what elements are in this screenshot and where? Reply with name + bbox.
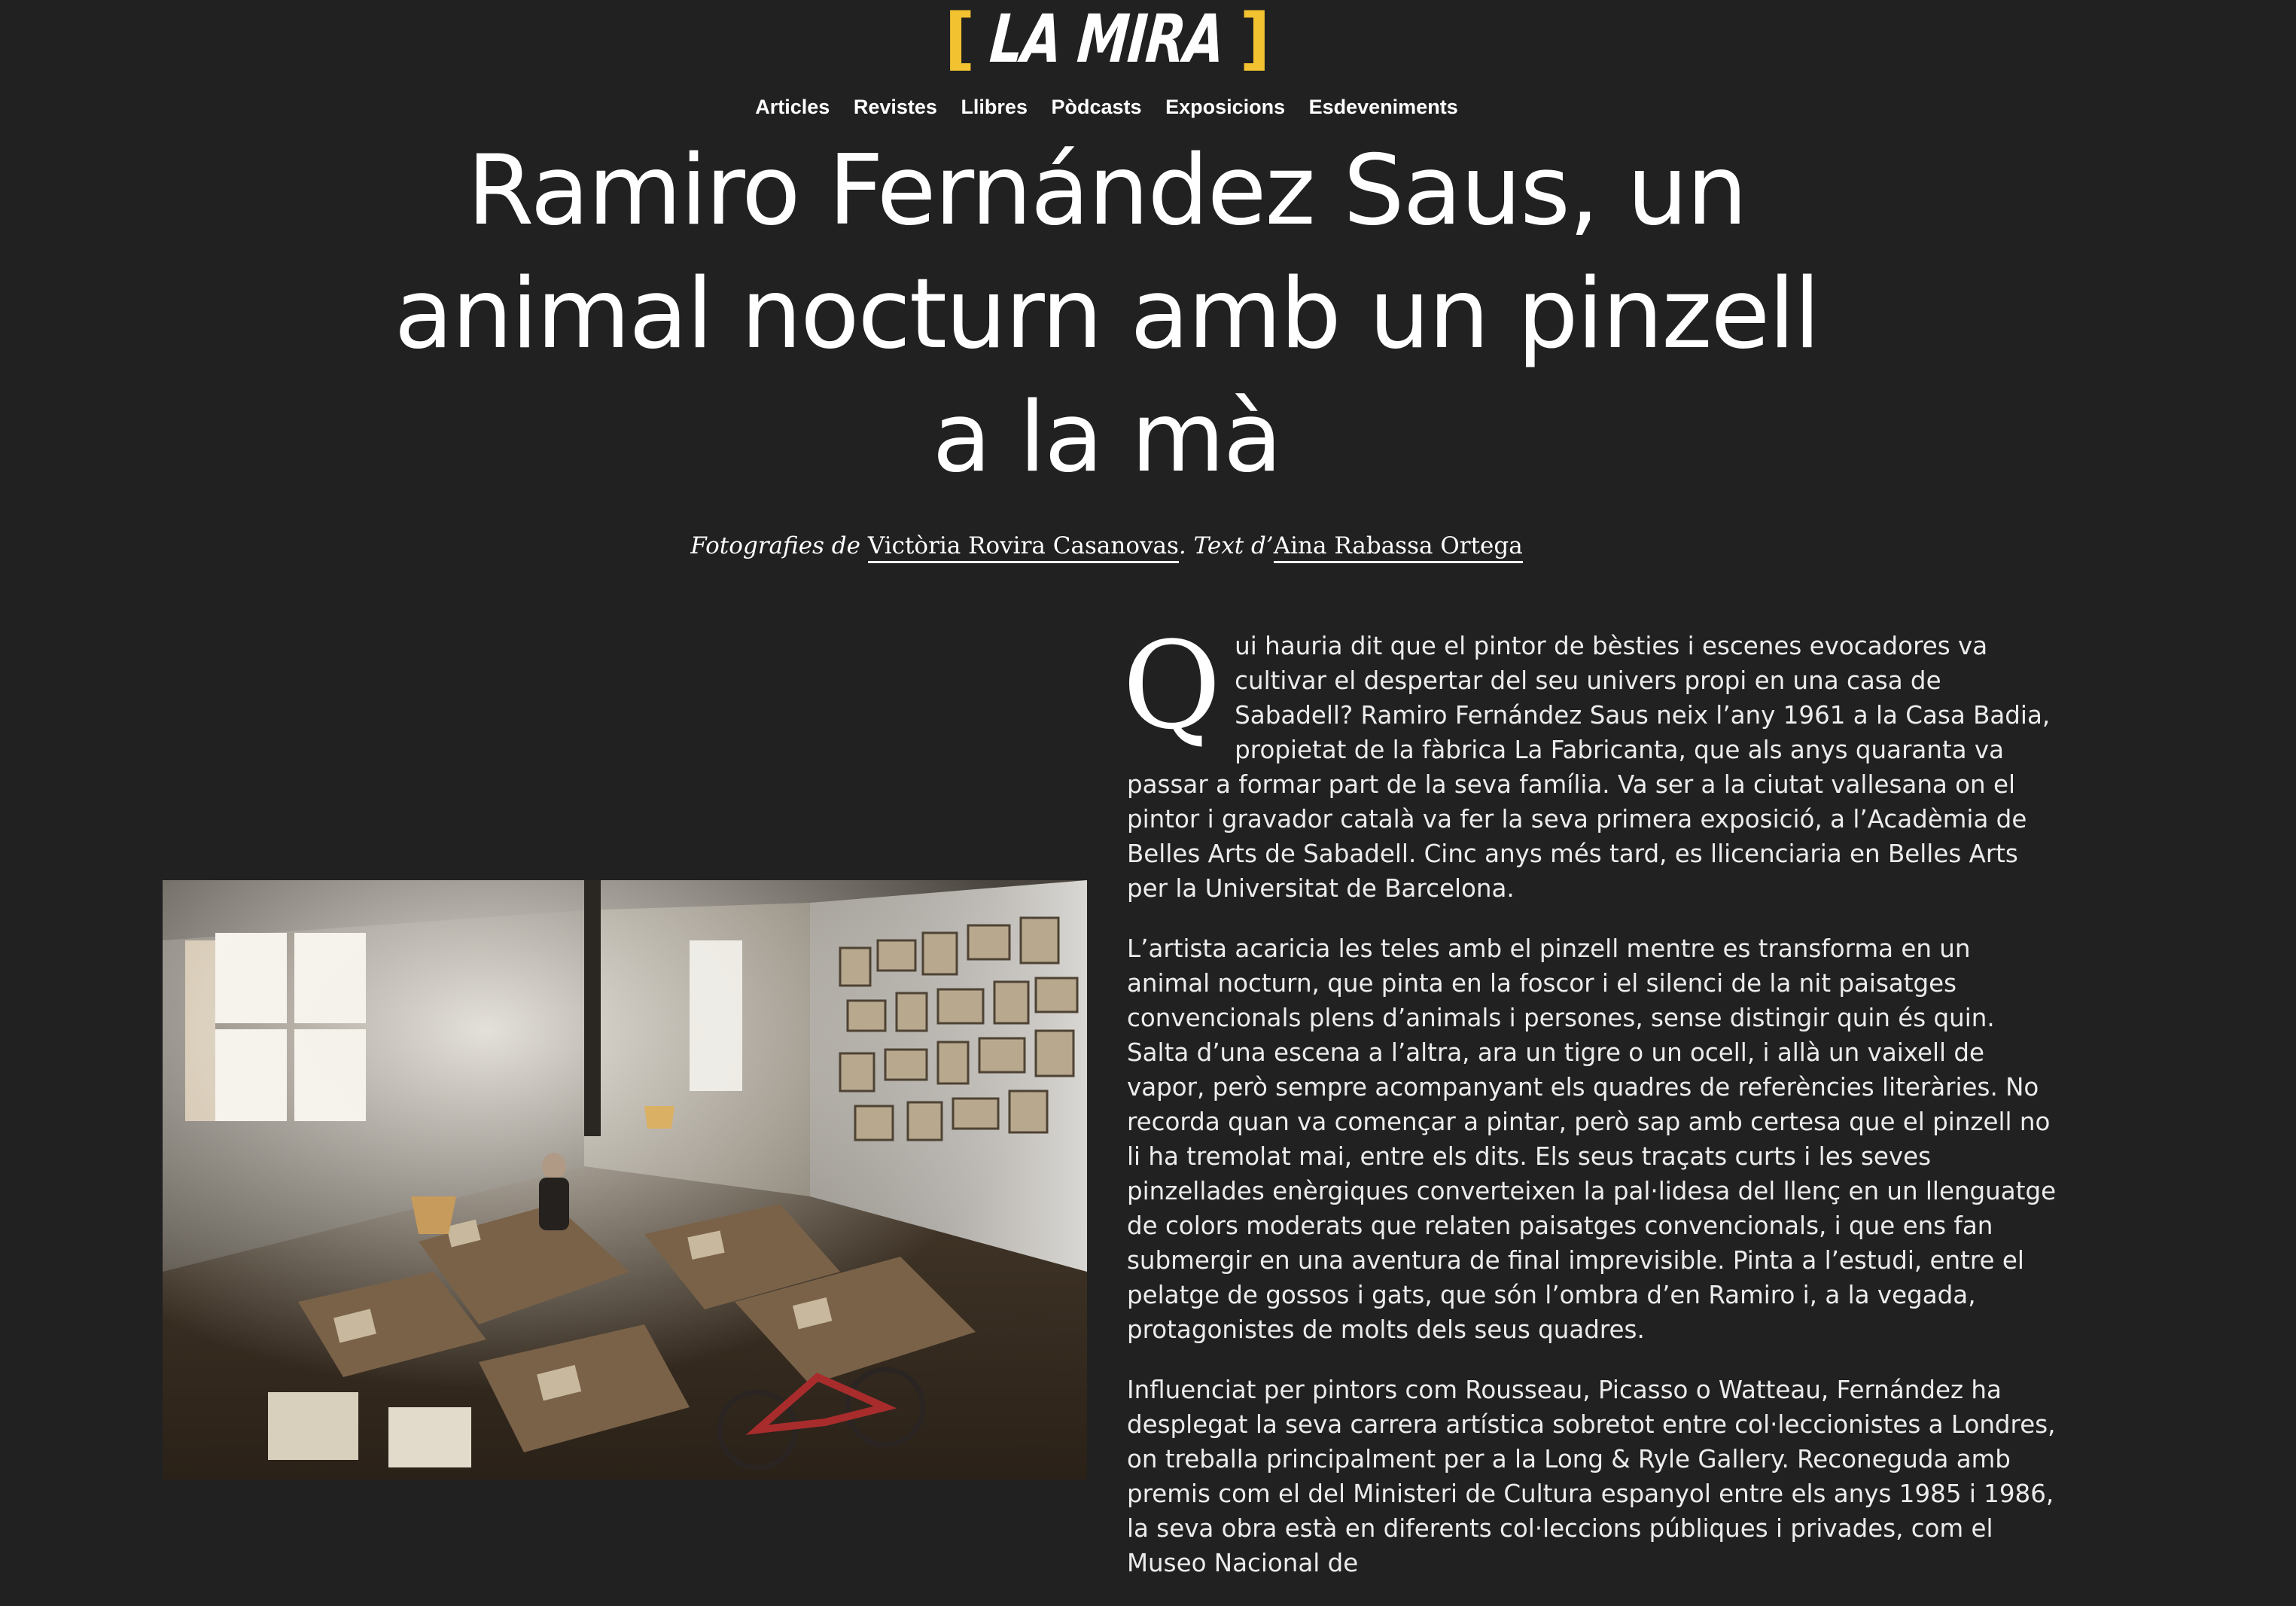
nav-item-podcasts[interactable]: Pòdcasts [1051,96,1142,118]
logo-bracket-open: [ [944,0,974,78]
paragraph-text: ui hauria dit que el pintor de bèsties i escenes evocadores va cultivar el despertar del seu univers propi en una casa de Sabadell? Ramiro Fernández Saus neix l’any 1961 a la Casa Badia, propietat de la fàbrica La Fabricanta, que als anys quaranta va passar a formar part de la seva família. Va ser a la ciutat vallesana on el pintor i gravador català va fer la seva primera exposició, a l’Acadèmia de Belles Arts de Sabadell. Cinc anys més tard, es llicenciaria en Belles Arts per la Universitat de Barcelona. [1127,632,2051,903]
logo-bracket-close: ] [1239,0,1269,78]
article-byline [0,530,2213,562]
nav-item-revistes[interactable]: Revistes [853,96,937,118]
article-paragraph: Influenciat per pintors com Rousseau, Picasso o Watteau, Fernández ha desplegat la seva carrera artística sobretot entre col·leccionistes a Londres, on treballa principalment per a la Long & Ryle Gallery. Reconeguda amb premis com el del Ministeri de Cultura espanyol entre els anys 1985 i 1986, la seva obra està en diferents col·leccions públiques i privades, com el Museo Nacional de [1127,1376,2056,1577]
photos-prefix: Fotografies de [690,532,860,559]
site-logo[interactable] [0,0,2213,78]
nav-item-exposicions[interactable]: Exposicions [1165,96,1286,118]
main-nav [0,92,2213,122]
article-title: Ramiro Fernández Saus, un animal nocturn amb un pinzell a la mà [394,135,1819,494]
article-body [1122,615,2060,1606]
logo-text: LA MIRA [986,0,1227,78]
drop-cap: Q [1122,615,1222,756]
article-paragraph [1122,615,2060,906]
nav-item-llibres[interactable]: Llibres [961,96,1028,118]
article-paragraph: L’artista acaricia les teles amb el pinzell mentre es transforma en un animal nocturn, que pinta en la foscor i el silenci de la nit paisatges convencionals plens d’animals i persones, sense distingir quin és quin. Salta d’una escena a l’altra, ara un tigre o un ocell, i allà un vaixell de vapor, però sempre acompanyant els quadres de referències literàries. No recorda quan va començar a pintar, però sap amb certesa que el pinzell no li ha tremolat mai, entre els dits. Els seus traçats curts i les seves pinzellades enèrgiques converteixen la pal·lidesa del llenç en un llenguatge de colors moderats que relaten paisatges convencionals, i que ens fan submergir en una aventura de final imprevisible. Pinta a l’estudi, entre el pelatge de gossos i gats, que són l’ombra d’en Ramiro i, a la vegada, protagonistes de molts dels seus quadres. [1127,934,2057,1344]
text-prefix: . Text d’ [1178,532,1274,559]
author-link[interactable]: Aina Rabassa Ortega [1274,532,1523,563]
photographer-link[interactable]: Victòria Rovira Casanovas [868,532,1179,563]
nav-item-esdeveniments[interactable]: Esdeveniments [1308,96,1458,118]
nav-item-articles[interactable]: Articles [755,96,830,118]
article-photo [163,880,1087,1480]
